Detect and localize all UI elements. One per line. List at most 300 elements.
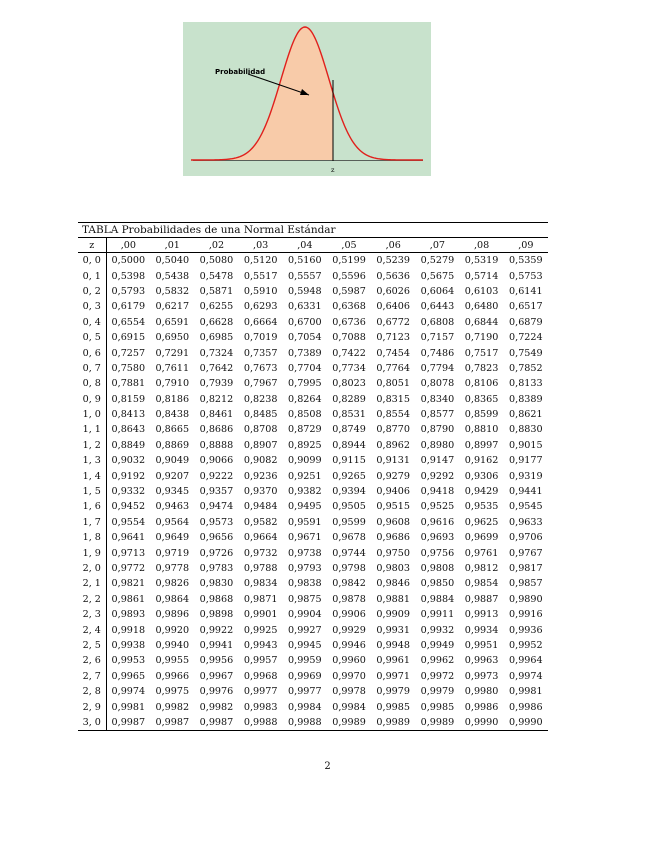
probability-cell: 0,5080	[199, 255, 234, 267]
probability-cell: 0,8023	[332, 378, 366, 390]
probability-cell: 0,6808	[420, 316, 455, 328]
row-z-value: 0, 2	[78, 284, 106, 299]
probability-cell: 0,9986	[464, 701, 499, 713]
column-header: ,06	[371, 238, 415, 253]
table-row	[78, 468, 548, 483]
probability-cell: 0,8729	[288, 424, 322, 436]
probability-cell: 0,5319	[464, 255, 499, 267]
probability-cell: 0,9713	[111, 547, 146, 559]
probability-cell: 0,8907	[243, 439, 278, 451]
probability-cell: 0,7881	[111, 378, 146, 390]
probability-cell: 0,8389	[509, 393, 543, 405]
probability-cell: 0,9979	[376, 686, 410, 698]
row-z-value: 1, 1	[78, 422, 106, 437]
probability-cell: 0,9864	[155, 593, 190, 605]
probability-cell: 0,8554	[376, 409, 410, 421]
table-row	[78, 515, 548, 530]
probability-cell: 0,9985	[376, 701, 410, 713]
probability-cell: 0,7549	[509, 347, 543, 359]
row-z-value: 2, 4	[78, 622, 106, 637]
table-row	[78, 299, 548, 314]
probability-cell: 0,8830	[509, 424, 543, 436]
table-row	[78, 253, 548, 269]
probability-cell: 0,9964	[509, 655, 543, 667]
row-z-value: 1, 2	[78, 438, 106, 453]
probability-cell: 0,5359	[509, 255, 543, 267]
probability-cell: 0,9893	[111, 609, 146, 621]
column-header: ,01	[150, 238, 194, 253]
probability-cell: 0,9956	[199, 655, 234, 667]
probability-cell: 0,9808	[420, 563, 455, 574]
probability-cell: 0,9977	[288, 686, 322, 698]
probability-cell: 0,8051	[376, 378, 410, 390]
normal-curve-graphic	[183, 22, 431, 176]
probability-cell: 0,6103	[464, 285, 499, 297]
probability-cell: 0,9936	[509, 624, 543, 636]
row-z-value: 0, 7	[78, 361, 106, 376]
probability-cell: 0,9015	[509, 439, 543, 451]
probability-cell: 0,9474	[199, 501, 234, 513]
probability-cell: 0,6026	[376, 285, 410, 297]
probability-cell: 0,8264	[288, 393, 322, 405]
probability-cell: 0,9582	[243, 516, 278, 528]
probability-cell: 0,9946	[332, 639, 366, 651]
probability-cell: 0,9909	[376, 609, 410, 621]
probability-cell: 0,9783	[199, 563, 234, 574]
probability-cell: 0,9981	[509, 686, 543, 698]
probability-cell: 0,9977	[243, 686, 278, 698]
row-z-value: 1, 0	[78, 407, 106, 422]
probability-cell: 0,9988	[288, 716, 322, 728]
probability-cell: 0,9826	[155, 578, 190, 590]
table-row	[78, 345, 548, 360]
row-z-value: 2, 0	[78, 561, 106, 576]
probability-cell: 0,9732	[243, 547, 278, 559]
probability-cell: 0,9693	[420, 532, 455, 544]
probability-cell: 0,9986	[509, 701, 543, 713]
probability-cell: 0,9989	[332, 716, 366, 728]
probability-cell: 0,9429	[464, 486, 499, 498]
probability-cell: 0,9251	[288, 470, 322, 482]
probability-cell: 0,9656	[199, 532, 234, 544]
probability-cell: 0,8413	[111, 409, 146, 421]
table-row	[78, 592, 548, 607]
probability-cell: 0,9911	[420, 609, 455, 621]
probability-cell: 0,9854	[464, 578, 499, 590]
probability-cell: 0,9990	[464, 716, 499, 728]
probability-cell: 0,7157	[420, 332, 455, 344]
probability-cell: 0,9207	[155, 470, 190, 482]
probability-cell: 0,9974	[111, 686, 146, 698]
probability-cell: 0,9265	[332, 470, 366, 482]
probability-cell: 0,9927	[288, 624, 322, 636]
probability-cell: 0,8438	[155, 409, 190, 421]
probability-cell: 0,9931	[376, 624, 410, 636]
probability-cell: 0,6554	[111, 316, 146, 328]
probability-cell: 0,9987	[111, 716, 146, 728]
probability-cell: 0,9982	[199, 701, 234, 713]
probability-cell: 0,9989	[420, 716, 455, 728]
probability-cell: 0,9066	[199, 455, 234, 467]
probability-cell: 0,5000	[111, 255, 146, 267]
row-z-value: 0, 5	[78, 330, 106, 345]
probability-cell: 0,9608	[376, 516, 410, 528]
probability-cell: 0,8869	[155, 439, 190, 451]
probability-cell: 0,9750	[376, 547, 410, 559]
table-row	[78, 453, 548, 468]
probability-cell: 0,6255	[199, 301, 234, 313]
normal-probability-table	[78, 238, 548, 731]
probability-cell: 0,6368	[332, 301, 366, 313]
probability-cell: 0,6517	[509, 301, 543, 313]
probability-cell: 0,9599	[332, 516, 366, 528]
probability-cell: 0,9525	[420, 501, 455, 513]
probability-cell: 0,9932	[420, 624, 455, 636]
probability-cell: 0,9641	[111, 532, 146, 544]
row-z-value: 0, 6	[78, 345, 106, 360]
row-z-value: 2, 2	[78, 592, 106, 607]
probability-cell: 0,9976	[199, 686, 234, 698]
probability-cell: 0,7852	[509, 362, 543, 374]
probability-cell: 0,8078	[420, 378, 455, 390]
probability-cell: 0,9664	[243, 532, 278, 544]
probability-cell: 0,7642	[199, 362, 234, 374]
probability-cell: 0,9394	[332, 486, 366, 498]
probability-cell: 0,7611	[155, 362, 190, 374]
probability-cell: 0,5160	[288, 255, 322, 267]
table-row	[78, 653, 548, 668]
table-row	[78, 545, 548, 560]
row-z-value: 1, 9	[78, 545, 106, 560]
probability-cell: 0,9147	[420, 455, 455, 467]
probability-cell: 0,9990	[509, 716, 543, 728]
probability-cell: 0,9554	[111, 516, 146, 528]
probability-cell: 0,9767	[509, 547, 543, 559]
probability-cell: 0,9987	[155, 716, 190, 728]
probability-cell: 0,5199	[332, 255, 366, 267]
probability-cell: 0,8485	[243, 409, 278, 421]
probability-cell: 0,6293	[243, 301, 278, 313]
probability-cell: 0,8944	[332, 439, 366, 451]
probability-cell: 0,9345	[155, 486, 190, 498]
probability-cell: 0,9887	[464, 593, 499, 605]
probability-cell: 0,5279	[420, 255, 455, 267]
probability-cell: 0,9974	[509, 670, 543, 682]
probability-cell: 0,8365	[464, 393, 499, 405]
normal-probability-table-section	[78, 222, 548, 731]
probability-cell: 0,9938	[111, 639, 146, 651]
probability-cell: 0,8665	[155, 424, 190, 436]
probability-cell: 0,9971	[376, 670, 410, 682]
probability-cell: 0,9222	[199, 470, 234, 482]
table-row	[78, 499, 548, 514]
probability-cell: 0,9686	[376, 532, 410, 544]
probability-cell: 0,6772	[376, 316, 410, 328]
probability-cell: 0,9842	[332, 578, 366, 590]
column-header: ,04	[283, 238, 327, 253]
probability-cell: 0,9871	[243, 593, 278, 605]
probability-cell: 0,9922	[199, 624, 234, 636]
probability-cell: 0,9985	[420, 701, 455, 713]
probability-cell: 0,6480	[464, 301, 499, 313]
probability-cell: 0,7704	[288, 362, 322, 374]
probability-cell: 0,9292	[420, 470, 455, 482]
column-header: ,00	[106, 238, 150, 253]
probability-cell: 0,9131	[376, 455, 410, 467]
probability-cell: 0,9918	[111, 624, 146, 636]
row-z-value: 1, 6	[78, 499, 106, 514]
probability-cell: 0,9406	[376, 486, 410, 498]
probability-cell: 0,9418	[420, 486, 455, 498]
probability-cell: 0,8315	[376, 393, 410, 405]
probability-cell: 0,9049	[155, 455, 190, 467]
probability-cell: 0,9846	[376, 578, 410, 590]
probability-cell: 0,9671	[288, 532, 322, 544]
table-row	[78, 607, 548, 622]
probability-cell: 0,9988	[243, 716, 278, 728]
row-z-value: 3, 0	[78, 715, 106, 731]
probability-cell: 0,9177	[509, 455, 543, 467]
probability-cell: 0,9817	[509, 563, 543, 574]
probability-cell: 0,9973	[464, 670, 499, 682]
probability-cell: 0,8980	[420, 439, 455, 451]
probability-cell: 0,6985	[199, 332, 234, 344]
table-row	[78, 315, 548, 330]
column-header: ,07	[415, 238, 459, 253]
table-header-row	[78, 238, 548, 253]
probability-cell: 0,7910	[155, 378, 190, 390]
probability-cell: 0,9573	[199, 516, 234, 528]
probability-cell: 0,9901	[243, 609, 278, 621]
table-row	[78, 438, 548, 453]
probability-cell: 0,9875	[288, 593, 322, 605]
probability-cell: 0,9706	[509, 532, 543, 544]
table-row	[78, 376, 548, 391]
column-header: ,02	[194, 238, 238, 253]
probability-cell: 0,5832	[155, 285, 190, 297]
row-z-value: 2, 1	[78, 576, 106, 591]
table-row	[78, 684, 548, 699]
probability-cell: 0,9857	[509, 578, 543, 590]
probability-cell: 0,9896	[155, 609, 190, 621]
probability-cell: 0,8289	[332, 393, 366, 405]
table-row	[78, 407, 548, 422]
probability-cell: 0,9884	[420, 593, 455, 605]
probability-cell: 0,5871	[199, 285, 234, 297]
probability-cell: 0,6736	[332, 316, 366, 328]
probability-cell: 0,6064	[420, 285, 455, 297]
probability-cell: 0,5753	[509, 270, 543, 282]
probability-cell: 0,9564	[155, 516, 190, 528]
probability-cell: 0,8849	[111, 439, 146, 451]
z-label: z	[331, 166, 335, 174]
probability-cell: 0,7939	[199, 378, 234, 390]
probability-cell: 0,9913	[464, 609, 499, 621]
row-z-value: 1, 7	[78, 515, 106, 530]
probability-cell: 0,5714	[464, 270, 499, 282]
probability-cell: 0,9984	[288, 701, 322, 713]
probability-cell: 0,8238	[243, 393, 278, 405]
row-z-value: 0, 8	[78, 376, 106, 391]
probability-cell: 0,9960	[332, 655, 366, 667]
probability-cell: 0,9633	[509, 516, 543, 528]
probability-cell: 0,7123	[376, 332, 410, 344]
probability-cell: 0,9920	[155, 624, 190, 636]
probability-cell: 0,9890	[509, 593, 543, 605]
probability-cell: 0,9788	[243, 563, 278, 574]
probability-cell: 0,7190	[464, 332, 499, 344]
probability-cell: 0,9649	[155, 532, 190, 544]
probability-cell: 0,9834	[243, 578, 278, 590]
probability-cell: 0,9966	[155, 670, 190, 682]
probability-cell: 0,9115	[332, 455, 366, 467]
probability-cell: 0,7734	[332, 362, 366, 374]
probability-cell: 0,8340	[420, 393, 455, 405]
probability-cell: 0,9962	[420, 655, 455, 667]
probability-cell: 0,9955	[155, 655, 190, 667]
probability-cell: 0,8106	[464, 378, 499, 390]
probability-cell: 0,9984	[332, 701, 366, 713]
probability-cell: 0,8461	[199, 409, 234, 421]
probability-cell: 0,9616	[420, 516, 455, 528]
probability-cell: 0,5438	[155, 270, 190, 282]
probability-cell: 0,9756	[420, 547, 455, 559]
probability-cell: 0,6844	[464, 316, 499, 328]
row-z-value: 2, 3	[78, 607, 106, 622]
probability-cell: 0,8686	[199, 424, 234, 436]
probability-cell: 0,9463	[155, 501, 190, 513]
probability-cell: 0,9726	[199, 547, 234, 559]
table-row	[78, 422, 548, 437]
probability-cell: 0,6664	[243, 316, 278, 328]
table-row	[78, 361, 548, 376]
probability-cell: 0,9591	[288, 516, 322, 528]
probability-cell: 0,9772	[111, 563, 146, 574]
probability-cell: 0,8186	[155, 393, 190, 405]
column-header: ,08	[460, 238, 504, 253]
probability-cell: 0,5239	[376, 255, 410, 267]
probability-cell: 0,5910	[243, 285, 278, 297]
probability-cell: 0,9957	[243, 655, 278, 667]
table-caption: TABLA Probabilidades de una Normal Estándar	[78, 222, 548, 238]
row-z-value: 0, 0	[78, 253, 106, 269]
table-row	[78, 715, 548, 731]
probability-cell: 0,7291	[155, 347, 190, 359]
probability-cell: 0,8888	[199, 439, 234, 451]
probability-cell: 0,6141	[509, 285, 543, 297]
probability-cell: 0,9319	[509, 470, 543, 482]
probability-cell: 0,9162	[464, 455, 499, 467]
probability-cell: 0,9951	[464, 639, 499, 651]
probability-cell: 0,9699	[464, 532, 499, 544]
probability-cell: 0,9949	[420, 639, 455, 651]
row-z-value: 1, 8	[78, 530, 106, 545]
probability-cell: 0,9793	[288, 563, 322, 574]
probability-cell: 0,9495	[288, 501, 322, 513]
probability-cell: 0,8577	[420, 409, 455, 421]
probability-cell: 0,9861	[111, 593, 146, 605]
probability-cell: 0,9812	[464, 563, 499, 574]
probability-cell: 0,8790	[420, 424, 455, 436]
probability-cell: 0,9941	[199, 639, 234, 651]
probability-cell: 0,9989	[376, 716, 410, 728]
probability-cell: 0,6406	[376, 301, 410, 313]
probability-cell: 0,5120	[243, 255, 278, 267]
table-body	[78, 253, 548, 731]
probability-cell: 0,9778	[155, 563, 190, 574]
row-z-value: 2, 7	[78, 669, 106, 684]
probability-cell: 0,6915	[111, 332, 146, 344]
probability-cell: 0,6879	[509, 316, 543, 328]
probability-cell: 0,7389	[288, 347, 322, 359]
probability-cell: 0,9878	[332, 593, 366, 605]
probability-cell: 0,9332	[111, 486, 146, 498]
probability-cell: 0,9965	[111, 670, 146, 682]
probability-cell: 0,5398	[111, 270, 146, 282]
probability-cell: 0,9441	[509, 486, 543, 498]
probability-cell: 0,7019	[243, 332, 278, 344]
probability-cell: 0,6628	[199, 316, 234, 328]
probability-cell: 0,9192	[111, 470, 146, 482]
probability-cell: 0,9850	[420, 578, 455, 590]
probability-cell: 0,9970	[332, 670, 366, 682]
row-z-value: 2, 6	[78, 653, 106, 668]
probability-cell: 0,7794	[420, 362, 455, 374]
probability-cell: 0,9838	[288, 578, 322, 590]
probability-cell: 0,8159	[111, 393, 146, 405]
probability-cell: 0,9979	[420, 686, 455, 698]
probability-cell: 0,9382	[288, 486, 322, 498]
probability-cell: 0,8749	[332, 424, 366, 436]
row-z-value: 0, 4	[78, 315, 106, 330]
probability-cell: 0,9761	[464, 547, 499, 559]
table-row	[78, 330, 548, 345]
row-z-value: 0, 9	[78, 392, 106, 407]
probability-cell: 0,9370	[243, 486, 278, 498]
probability-cell: 0,9236	[243, 470, 278, 482]
probability-cell: 0,8133	[509, 378, 543, 390]
probability-cell: 0,7054	[288, 332, 322, 344]
probability-cell: 0,8925	[288, 439, 322, 451]
probability-cell: 0,8810	[464, 424, 499, 436]
probability-cell: 0,5793	[111, 285, 146, 297]
probability-cell: 0,7673	[243, 362, 278, 374]
probability-cell: 0,6179	[111, 301, 146, 313]
row-z-value: 1, 4	[78, 468, 106, 483]
probability-cell: 0,7967	[243, 378, 278, 390]
probability-cell: 0,9978	[332, 686, 366, 698]
probability-cell: 0,9945	[288, 639, 322, 651]
table-row	[78, 622, 548, 637]
probability-cell: 0,7422	[332, 347, 366, 359]
column-header: ,05	[327, 238, 371, 253]
probability-cell: 0,9952	[509, 639, 543, 651]
probability-cell: 0,7257	[111, 347, 146, 359]
probability-cell: 0,7764	[376, 362, 410, 374]
probability-cell: 0,7454	[376, 347, 410, 359]
probability-cell: 0,9535	[464, 501, 499, 513]
probability-cell: 0,9868	[199, 593, 234, 605]
probability-cell: 0,9678	[332, 532, 366, 544]
probability-cell: 0,6700	[288, 316, 322, 328]
probability-cell: 0,9961	[376, 655, 410, 667]
probability-cell: 0,8508	[288, 409, 322, 421]
probability-cell: 0,9484	[243, 501, 278, 513]
probability-cell: 0,9515	[376, 501, 410, 513]
probability-cell: 0,7324	[199, 347, 234, 359]
table-row	[78, 699, 548, 714]
probability-cell: 0,9505	[332, 501, 366, 513]
